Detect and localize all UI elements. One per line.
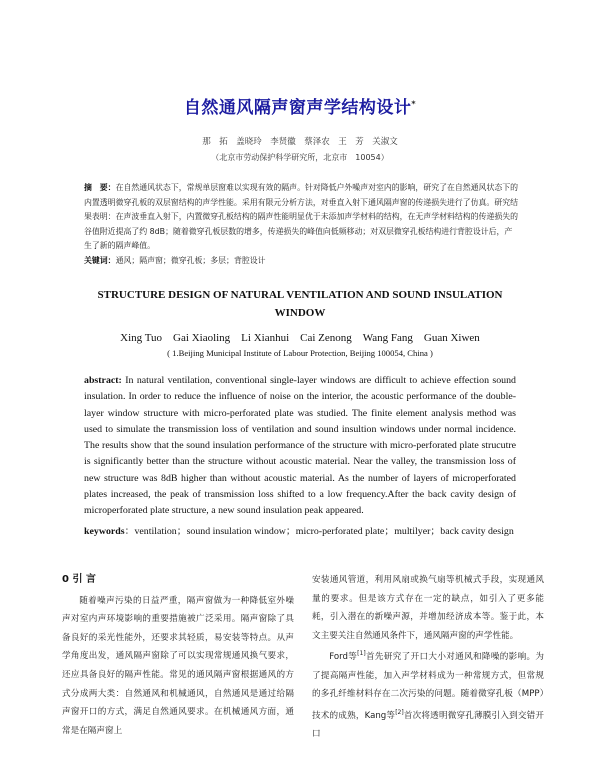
body-paragraph: 随着噪声污染的日益严重，隔声窗做为一种降低室外噪声对室内声环境影响的重要措施被广泛采用。隔声窗除了具备良好的采光性能外，还要求其轻质，易安装等特点。从声学角度出发，通风隔声窗除了可以实现常规通风换气要求，还应具备良好的隔声性能。常见的通风隔声窗根据通风的方式分成两大类：自然通风和机械通风，自然通风是通过给隔声窗开口的方式，满足自然通风要求。在机械通风方面，通常是在隔声窗上 [62, 595, 294, 736]
section-heading-introduction: 0 引 言 [62, 574, 96, 585]
chinese-keywords-label: 关键词： [84, 256, 116, 265]
english-abstract [84, 373, 516, 520]
chinese-abstract [84, 181, 518, 254]
citation-ref: [2] [395, 709, 404, 717]
body-left-column [62, 571, 294, 740]
chinese-keywords-text: 通风；隔声窗；微穿孔板；多层；背腔设计 [115, 256, 266, 265]
citation-ref: [1] [357, 650, 366, 658]
english-abstract-label: abstract: [84, 375, 122, 386]
body-paragraph-continued: 安装通风管道，利用风扇或换气扇等机械式手段，实现通风量的要求。但是该方式存在一定的缺点，如引入了更多能耗，引入潜在的新噪声源，并增加经济成本等。鉴于此，本文主要关注自然通风条件下，通风隔声窗的声学性能。 [312, 575, 544, 641]
body-right-column [312, 571, 544, 744]
english-keywords-label: keywords [84, 526, 125, 537]
chinese-affiliation: （北京市劳动保护科学研究所，北京市 10054） [211, 153, 389, 162]
english-authors: Xing Tuo Gai Xiaoling Li Xianhui Cai Zenong Wang Fang Guan Xiwen [120, 332, 480, 344]
english-title: STRUCTURE DESIGN OF NATURAL VENTILATION AND SOUND INSULATION WINDOW [97, 289, 503, 319]
chinese-keywords [84, 255, 518, 266]
body-paragraph: Ford等[1]首先研究了开口大小对通风和降噪的影响。为了提高隔声性能，加入声学材料成为一种常规方式，但常规的多孔纤维材料存在二次污染的问题。随着微穿孔板（MPP）技术的成熟，Kang等[2]首次将透明微穿孔薄膜引入到交错开口 [312, 650, 544, 740]
title-footnote-mark: * [411, 99, 417, 109]
english-keywords-text: ：ventilation；sound insulation window；micro-perforated plate；multilyer；back cavity design [124, 526, 514, 537]
english-keywords [84, 524, 516, 540]
chinese-title: 自然通风隔声窗声学结构设计* [183, 98, 417, 118]
english-abstract-text: In natural ventilation, conventional single-layer windows are difficult to achieve effection sound insulation. In order to reduce the influence of noise on the interior, the acoustic performance of the double-layer window structure with micro-perforated plate was studied. The finite element analysis method was used to simulate the transmission loss of ventilation and sound insultion windows under normal incidence. The results show that the sound insulation performance of the structure with micro-perforated plate strucutre is significantly better than the structure without acoustic material. Near the valley, the transmission loss of new structure was 8dB higher than without acoustic material. As the number of layers of microperforated plates increased, the peak of transmission loss shifted to a low frequency.After the back cavity design of microperforated plate structure, a new sound insulation peak appeared. [84, 375, 516, 517]
chinese-abstract-text: 在自然通风状态下，常规单层窗难以实现有效的隔声。针对降低户外噪声对室内的影响，研究了在自然通风状态下的内置透明微穿孔板的双层窗结构的声学性能。采用有限元分析方法，对垂直入射下通风隔声窗的传递损失进行了仿真。研究结果表明：在声波垂直入射下，内置微穿孔板结构的隔声性能明显优于未添加声学材料的结构，在无声学材料结构的传递损失的谷值附近提高了约 8dB；随着微穿孔板层数的增多，传递损失的峰值向低频移动；对双层微穿孔板结构进行背腔设计后，产生了新的隔声峰值。 [84, 183, 519, 250]
english-affiliation: ( 1.Beijing Municipal Institute of Labour Protection, Beijing 100054, China ) [167, 348, 433, 358]
chinese-authors: 那 拓 盖晓玲 李贤徽 蔡泽农 王 芳 关淑文 [202, 137, 398, 147]
chinese-abstract-label: 摘 要： [84, 183, 116, 192]
